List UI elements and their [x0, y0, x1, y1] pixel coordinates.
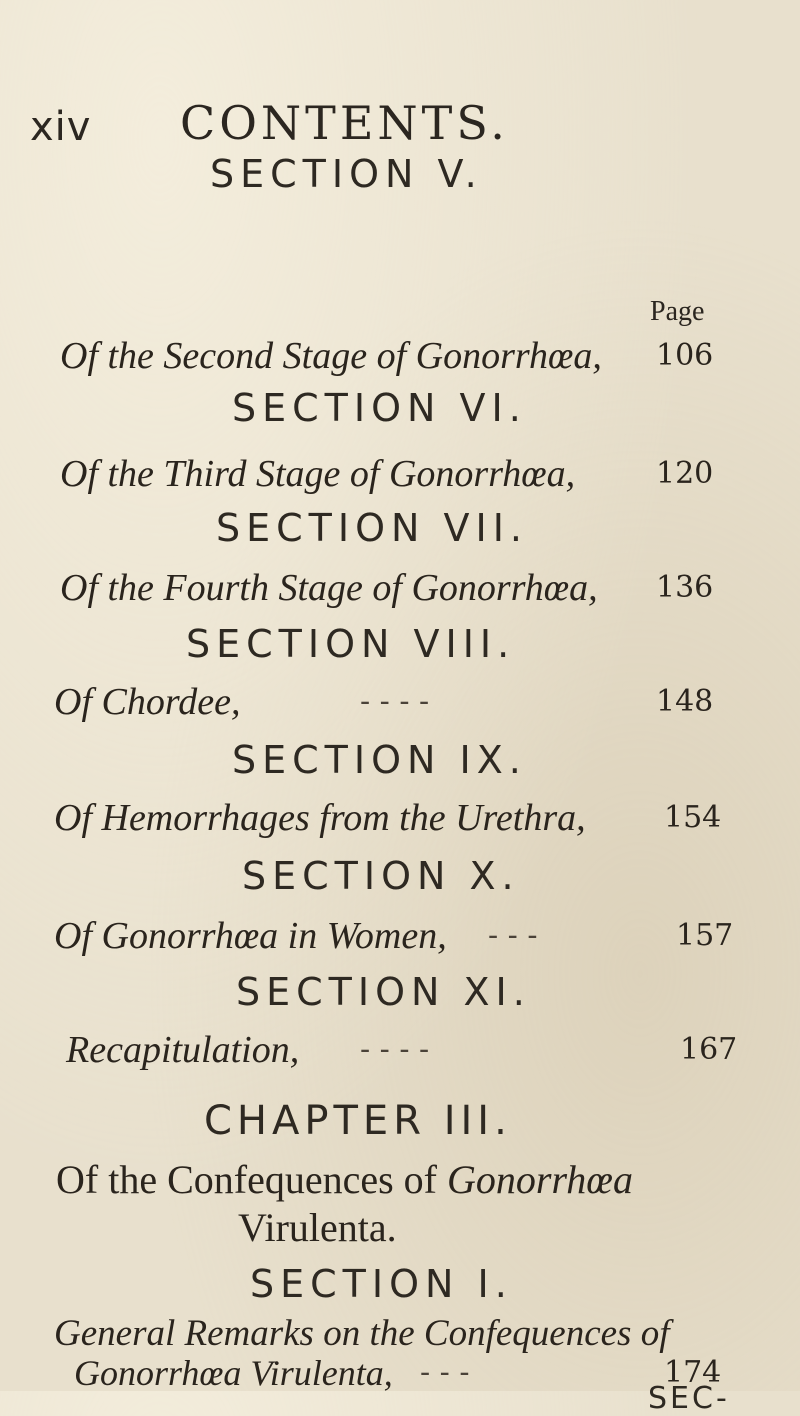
page-column-label: Page	[650, 296, 705, 327]
chapter-subtitle-prefix: Of the Confequences of	[56, 1157, 437, 1202]
entry-title-v: Of the Second Stage of Gonorrhœa,	[60, 335, 602, 377]
entry-leader-x: - - -	[488, 918, 538, 953]
chapter-section-page: 174	[664, 1355, 722, 1390]
chapter-subtitle-line2: Virulenta.	[238, 1205, 397, 1250]
section-heading-v: SECTION V.	[210, 152, 483, 196]
entry-leader-xi: - - - -	[360, 1032, 430, 1067]
folio-number: xiv	[30, 104, 92, 150]
chapter-subtitle-line1	[56, 1156, 633, 1203]
section-heading-vii: SECTION VII.	[216, 506, 528, 550]
entry-leader-viii: - - - -	[360, 684, 430, 719]
section-heading-x: SECTION X.	[242, 854, 520, 898]
entry-page-vii: 136	[656, 570, 714, 605]
entry-title-viii: Of Chordee,	[54, 681, 241, 723]
entry-page-xi: 167	[680, 1032, 738, 1067]
entry-title-ix: Of Hemorrhages from the Urethra,	[54, 797, 586, 839]
section-heading-viii: SECTION VIII.	[186, 622, 516, 666]
running-head: CONTENTS.	[180, 96, 509, 150]
entry-title-x: Of Gonorrhœa in Women,	[54, 915, 447, 957]
section-heading-xi: SECTION XI.	[236, 970, 531, 1014]
chapter-subtitle-italic: Gonorrhœa	[446, 1157, 633, 1202]
section-heading-ix: SECTION IX.	[232, 738, 527, 782]
entry-title-xi: Recapitulation,	[66, 1029, 300, 1071]
entry-title-vii: Of the Fourth Stage of Gonorrhœa,	[60, 567, 598, 609]
section-heading-vi: SECTION VI.	[232, 386, 527, 430]
chapter-section-title-line2: Gonorrhœa Virulenta,	[74, 1353, 393, 1393]
entry-page-v: 106	[656, 338, 714, 373]
entry-page-x: 157	[676, 918, 734, 953]
chapter-section-heading: SECTION I.	[250, 1262, 513, 1306]
entry-page-ix: 154	[664, 800, 722, 835]
entry-page-vi: 120	[656, 456, 714, 491]
chapter-section-leader: - - -	[420, 1355, 470, 1390]
catchword: SEC-	[648, 1381, 730, 1416]
entry-title-vi: Of the Third Stage of Gonorrhœa,	[60, 453, 576, 495]
chapter-section-title-line1: General Remarks on the Confequences of	[54, 1313, 670, 1354]
chapter-heading: CHAPTER III.	[204, 1098, 512, 1144]
entry-page-viii: 148	[656, 684, 714, 719]
